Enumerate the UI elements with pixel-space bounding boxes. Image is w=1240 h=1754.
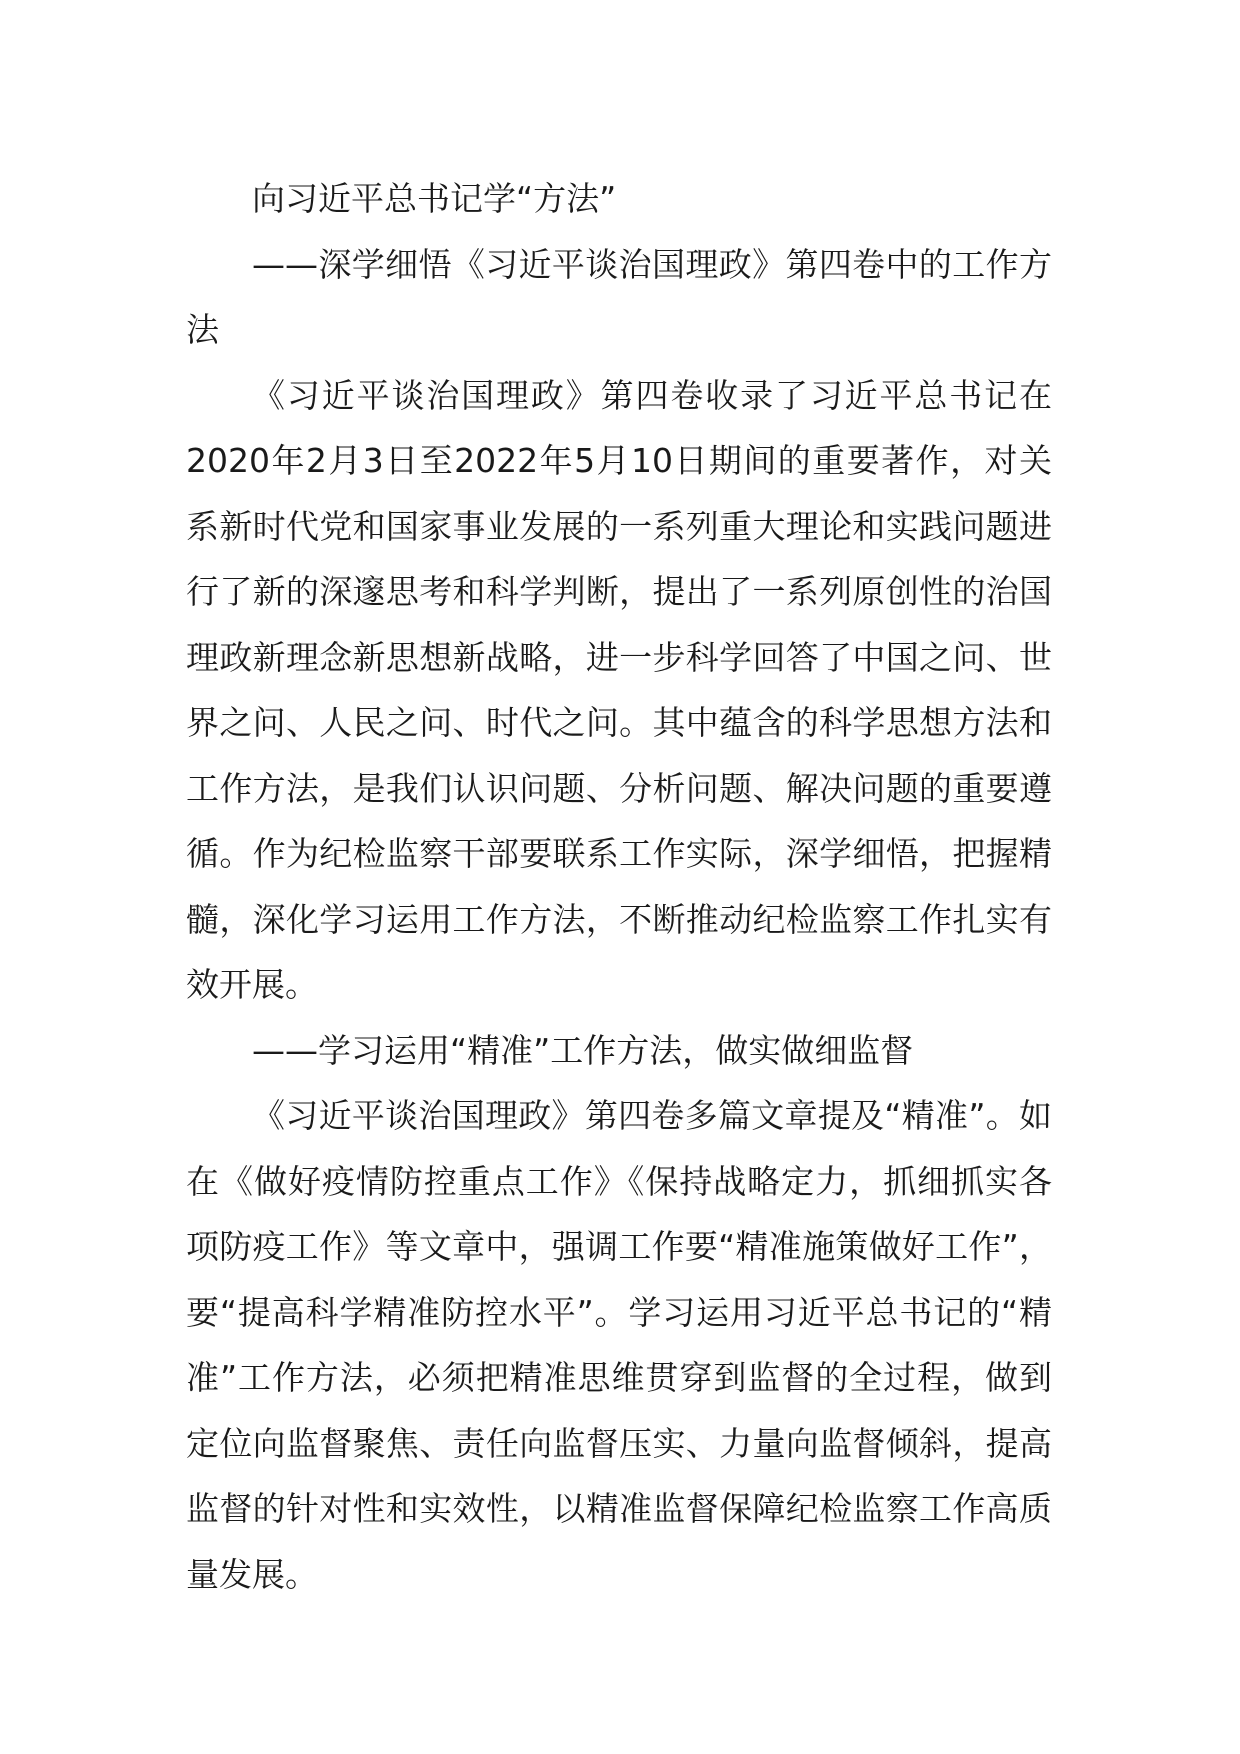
- document-title: 向习近平总书记学“方法”: [252, 179, 617, 218]
- document-subtitle: ——深学细悟《习近平谈治国理政》第四卷中的工作方法: [186, 244, 1052, 349]
- section-heading: ——学习运用“精准”工作方法，做实做细监督: [252, 1030, 914, 1070]
- document-body: [186, 166, 1052, 1607]
- section-paragraph: 《习近平谈治国理政》第四卷多篇文章提及“精准”。如在《做好疫情防控重点工作》《保持战略定力，抓细抓实各项防疫工作》等文章中，强调工作要“精准施策做好工作”，要“提高科学精准防控水平”。学习运用习近平总书记的“精准”工作方法，必须把精准思维贯穿到监督的全过程，做到定位向监督聚焦、责任向监督压实、力量向监督倾斜，提高监督的针对性和实效性，以精准监督保障纪检监察工作高质量发展。: [186, 1096, 1052, 1594]
- intro-paragraph: 《习近平谈治国理政》第四卷收录了习近平总书记在2020年2月3日至2022年5月10日期间的重要著作，对关系新时代党和国家事业发展的一系列重大理论和实践问题进行了新的深邃思考和科学判断，提出了一系列原创性的治国理政新理念新思想新战略，进一步科学回答了中国之问、世界之问、人民之问、时代之问。其中蕴含的科学思想方法和工作方法，是我们认识问题、分析问题、解决问题的重要遵循。作为纪检监察干部要联系工作实际，深学细悟，把握精髓，深化学习运用工作方法，不断推动纪检监察工作扎实有效开展。: [186, 375, 1052, 1004]
